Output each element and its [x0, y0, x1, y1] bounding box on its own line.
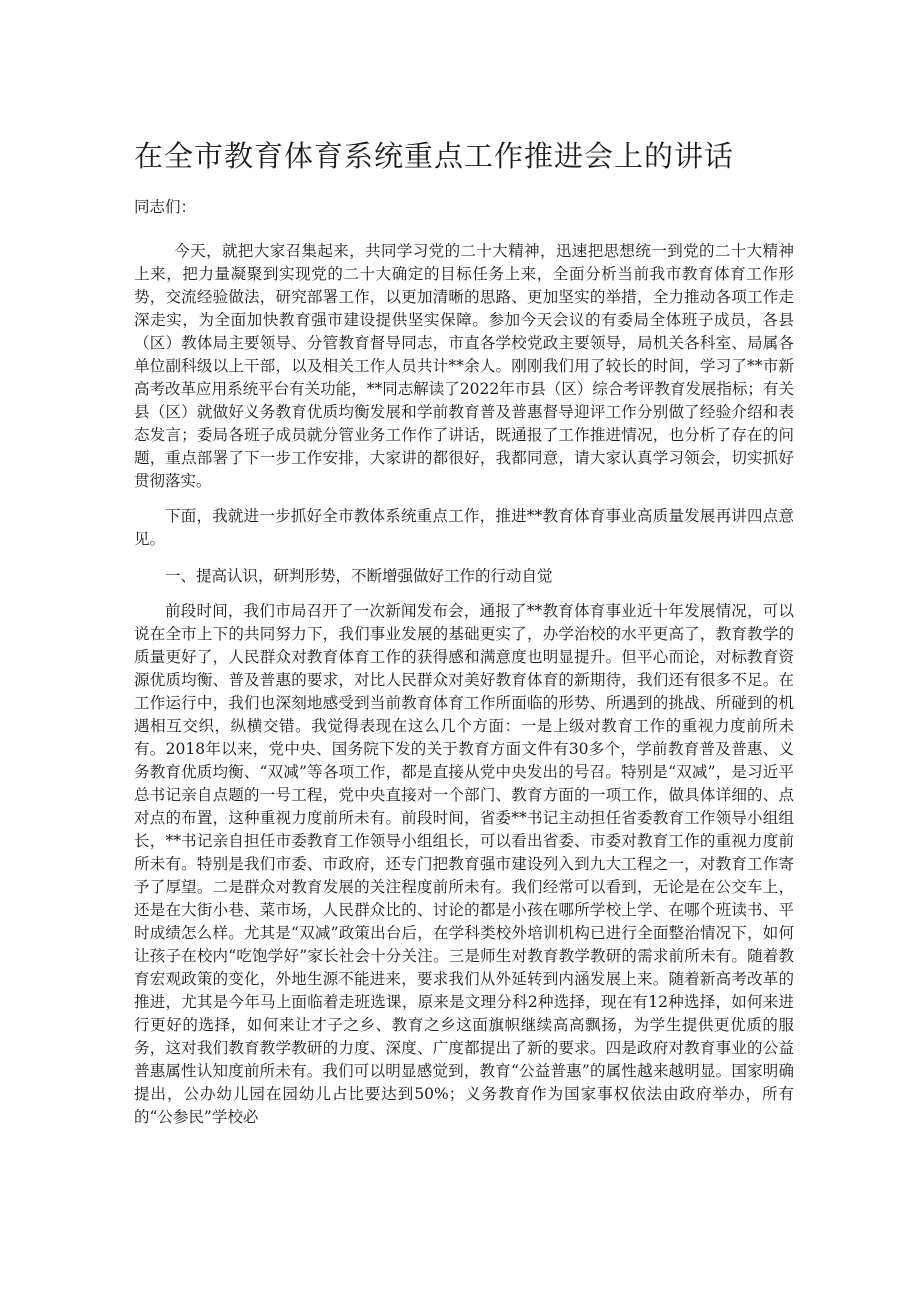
section-heading-one: 一、提高认识，研判形势，不断增强做好工作的行动自觉 — [165, 567, 553, 585]
section-one-body: 前段时间，我们市局召开了一次新闻发布会，通报了**教育体育事业近十年发展情况，可以说在全市上下的共同努力下，我们事业发展的基础更实了，办学治校的水平更高了，教育教学的质量更好了，人民群众对教育体育工作的获得感和满意度也明显提升。但平心而论，对标教育资源优质均衡、普及普惠的要求，对比人民群众对美好教育体育的新期待，我们还有很多不足。在工作运行中，我们也深刻地感受到当前教育体育工作所面临的形势、所遇到的挑战、所碰到的机遇相互交织，纵横交错。我觉得表现在这么几个方面：一是上级对教育工作的重视力度前所未有。2018年以来，党中央、国务院下发的关于教育方面文件有30多个，学前教育普及普惠、义务教育优质均衡、“双减”等各项工作，都是直接从党中央发出的号召。特别是“双减”，是习近平总书记亲自点题的一号工程，党中央直接对一个部门、教育方面的一项工作，做具体详细的、点对点的布置，这种重视力度前所未有。前段时间，省委**书记主动担任省委教育工作领导小组组长，**书记亲自担任市委教育工作领导小组组长，可以看出省委、市委对教育工作的重视力度前所未有。特别是我们市委、市政府，还专门把教育强市建设列入到九大工程之一，对教育工作寄予了厚望。二是群众对教育发展的关注程度前所未有。我们经常可以看到，无论是在公交车上，还是在大街小巷、菜市场，人民群众比的、讨论的都是小孩在哪所学校上学、在哪个班读书、平时成绩怎么样。尤其是“双减”政策出台后，在学科类校外培训机构已进行全面整治情况下，如何让孩子在校内“吃饱学好”家长社会十分关注。三是师生对教育教学教研的需求前所未有。随着教育宏观政策的变化，外地生源不能进来，要求我们从外延转到内涵发展上来。随着新高考改革的推进，尤其是今年马上面临着走班选课，原来是文理分科2种选择，现在有12种选择，如何来进行更好的选择，如何来让才子之乡、教育之乡这面旗帜继续高高飘扬，为学生提供更优质的服务，这对我们教育教学教研的力度、深度、广度都提出了新的要求。四是政府对教育事业的公益普惠属性认知度前所未有。我们可以明显感觉到，教育“公益普惠”的属性越来越明显。国家明确提出，公办幼儿园在园幼儿占比要达到50%；义务教育作为国家事权依法由政府举办，所有的“公参民”学校必 — [134, 602, 794, 1126]
document-title: 在全市教育体育系统重点工作推进会上的讲话 — [134, 139, 735, 173]
transition-paragraph: 下面，我就进一步抓好全市教体系统重点工作，推进**教育体育事业高质量发展再讲四点意见。 — [134, 507, 794, 548]
document-page — [134, 0, 794, 1129]
intro-paragraph: 今天，就把大家召集起来，共同学习党的二十大精神，迅速把思想统一到党的二十大精神上来，把力量凝聚到实现党的二十大确定的目标任务上来，全面分析当前我市教育体育工作形势，交流经验做法，研究部署工作，以更加清晰的思路、更加坚实的举措，全力推动各项工作走深走实，为全面加快教育强市建设提供坚实保障。参加今天会议的有委局全体班子成员，各县（区）教体局主要领导、分管教育督导同志，市直各学校党政主要领导，局机关各科室、局属各单位副科级以上干部，以及相关工作人员共计**余人。刚刚我们用了较长的时间，学习了**市新高考改革应用系统平台有关功能，**同志解读了2022年市县（区）综合考评教育发展指标；有关县（区）就做好义务教育优质均衡发展和学前教育普及普惠督导迎评工作分别做了经验介绍和表态发言；委局各班子成员就分管业务工作作了讲话，既通报了工作推进情况，也分析了存在的问题，重点部署了下一步工作安排，大家讲的都很好，我都同意，请大家认真学习领会，切实抓好贯彻落实。 — [134, 242, 794, 490]
greeting: 同志们： — [134, 198, 197, 216]
